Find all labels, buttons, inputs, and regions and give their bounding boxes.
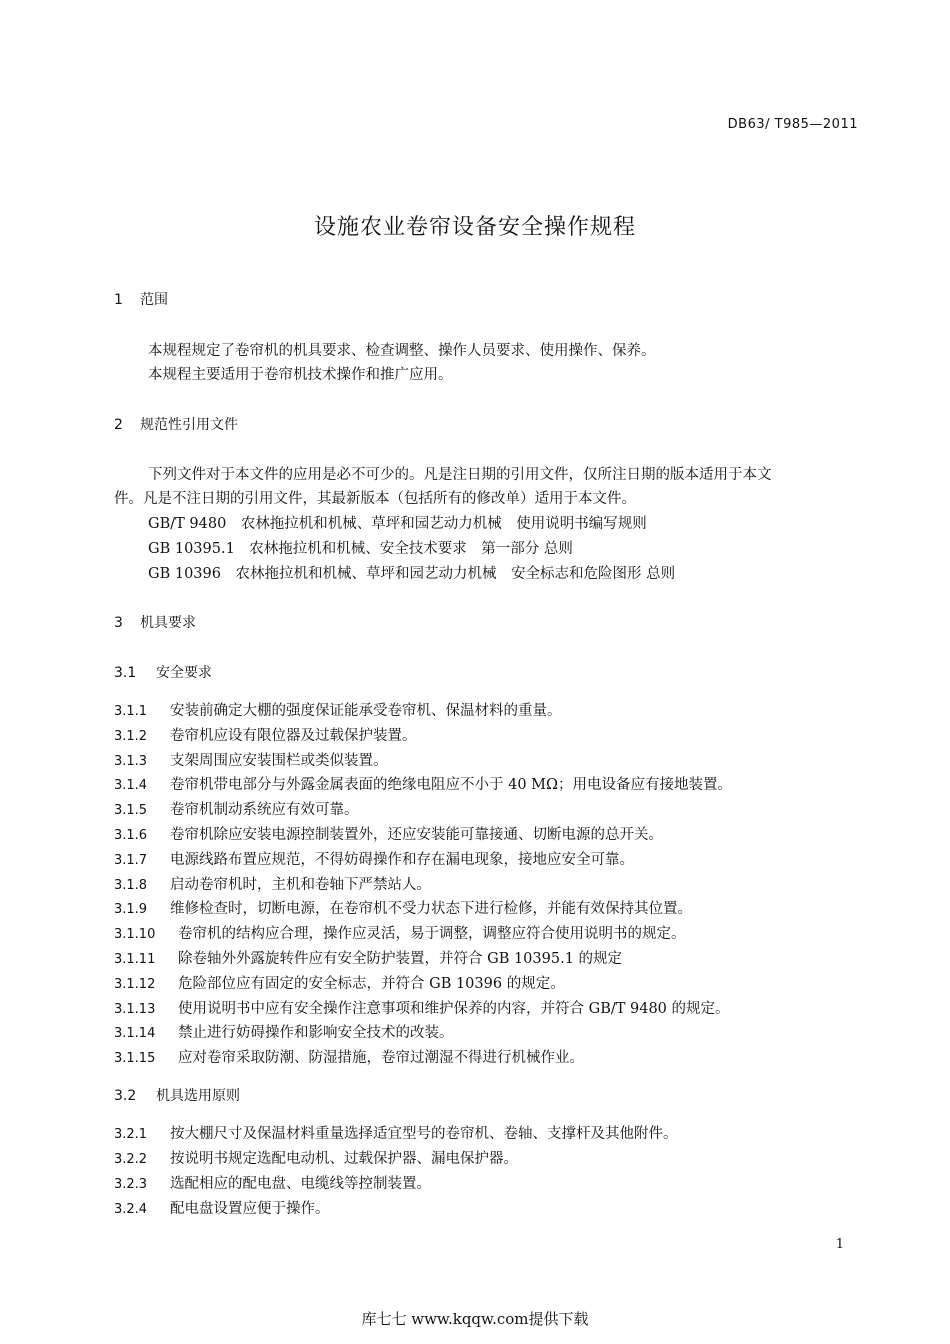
clause-text: 按说明书规定选配电动机、过载保护器、漏电保护器。 <box>170 1151 518 1167</box>
clause-number: 3.2.3 <box>114 1177 148 1192</box>
section-1-heading <box>114 289 168 309</box>
paragraph: 本规程主要适用于卷帘机技术操作和推广应用。 <box>148 367 453 383</box>
clause-number: 3.1.13 <box>114 1001 156 1017</box>
clause-item <box>114 724 417 745</box>
clause-item <box>114 798 359 819</box>
clause-number: 3.1.4 <box>114 778 148 794</box>
section-number: 2 <box>114 417 123 433</box>
clause-number: 3.1.9 <box>114 902 148 918</box>
clause-text: 配电盘设置应便于操作。 <box>170 1201 330 1217</box>
clause-number: 3.1.5 <box>114 803 148 819</box>
clause-item <box>114 922 686 943</box>
clause-text: 卷帘机的结构应合理，操作应灵活，易于调整，调整应符合使用说明书的规定。 <box>178 926 686 943</box>
clause-item <box>114 1021 454 1042</box>
clause-text: 卷帘机带电部分与外露金属表面的绝缘电阻应不小于 40 MΩ；用电设备应有接地装置。 <box>170 777 733 794</box>
section-number: 3 <box>114 615 123 631</box>
clause-number: 3.1.8 <box>114 877 148 893</box>
reference-item: GB 10396 农林拖拉机和机械、草坪和园艺动力机械 安全标志和危险图形 总则 <box>148 566 676 582</box>
clause-number: 3.2.4 <box>114 1202 148 1217</box>
paragraph: 下列文件对于本文件的应用是必不可少的。凡是注日期的引用文件，仅所注日期的版本适用于本文 <box>148 467 772 483</box>
clause-text: 应对卷帘采取防潮、防湿措施，卷帘过潮湿不得进行机械作业。 <box>178 1050 584 1067</box>
clause-item <box>114 1197 330 1218</box>
clause-number: 3.1.10 <box>114 927 156 943</box>
clause-number: 3.1.6 <box>114 828 148 843</box>
clause-number: 3.1.1 <box>114 704 148 719</box>
clause-item <box>114 947 622 968</box>
page-number: 1 <box>835 1237 844 1252</box>
clause-text: 卷帘机应设有限位器及过载保护装置。 <box>170 727 417 744</box>
clause-text: 卷帘机制动系统应有效可靠。 <box>170 802 359 819</box>
clause-text: 危险部位应有固定的安全标志，并符合 GB 10396 的规定。 <box>178 975 565 992</box>
subsection-3-2-heading <box>114 1085 240 1105</box>
clause-text: 电源线路布置应规范，不得妨碍操作和存在漏电现象，接地应安全可靠。 <box>170 851 634 868</box>
clause-number: 3.1.15 <box>114 1051 156 1067</box>
clause-item <box>114 1122 678 1143</box>
clause-item <box>114 972 565 993</box>
subsection-title: 机具选用原则 <box>156 1088 240 1104</box>
clause-text: 选配相应的配电盘、电缆线等控制装置。 <box>170 1176 431 1192</box>
clause-item <box>114 997 730 1018</box>
clause-item <box>114 897 692 918</box>
clause-item <box>114 1172 431 1193</box>
clause-number: 3.2.2 <box>114 1152 148 1167</box>
section-title: 机具要求 <box>140 615 196 631</box>
clause-number: 3.1.12 <box>114 976 156 992</box>
clause-item <box>114 749 388 770</box>
section-title: 规范性引用文件 <box>140 417 238 433</box>
clause-number: 3.1.3 <box>114 753 148 769</box>
clause-item <box>114 773 732 794</box>
clause-text: 安装前确定大棚的强度保证能承受卷帘机、保温材料的重量。 <box>170 703 562 719</box>
section-2-heading <box>114 414 238 434</box>
footer-download-note: 库七七 www.kqqw.com提供下载 <box>361 1310 589 1328</box>
clause-text: 按大棚尺寸及保温材料重量选择适宜型号的卷帘机、卷轴、支撑杆及其他附件。 <box>170 1126 678 1142</box>
clause-text: 启动卷帘机时，主机和卷轴下严禁站人。 <box>170 876 431 893</box>
clause-item <box>114 848 634 869</box>
paragraph: 件。凡是不注日期的引用文件，其最新版本（包括所有的修改单）适用于本文件。 <box>114 491 636 507</box>
clause-item <box>114 873 431 894</box>
clause-item <box>114 1046 584 1067</box>
clause-number: 3.1.2 <box>114 728 148 744</box>
subsection-number: 3.1 <box>114 665 137 681</box>
reference-item: GB/T 9480 农林拖拉机和机械、草坪和园艺动力机械 使用说明书编写规则 <box>148 516 647 532</box>
section-title: 范围 <box>140 292 168 308</box>
clause-text: 使用说明书中应有安全操作注意事项和维护保养的内容，并符合 GB/T 9480 的规定。 <box>178 1000 730 1017</box>
clause-item <box>114 823 663 844</box>
clause-number: 3.1.7 <box>114 852 148 868</box>
clause-number: 3.1.11 <box>114 952 156 967</box>
standard-code: DB63/ T985—2011 <box>727 117 858 132</box>
subsection-title: 安全要求 <box>156 665 212 681</box>
clause-text: 支架周围应安装围栏或类似装置。 <box>170 752 388 769</box>
reference-item: GB 10395.1 农林拖拉机和机械、安全技术要求 第一部分 总则 <box>148 541 573 557</box>
clause-text: 维修检查时，切断电源，在卷帘机不受力状态下进行检修，并能有效保持其位置。 <box>170 901 692 918</box>
clause-text: 禁止进行妨碍操作和影响安全技术的改装。 <box>178 1025 454 1042</box>
clause-text: 除卷轴外外露旋转件应有安全防护装置，并符合 GB 10395.1 的规定 <box>178 951 623 967</box>
document-title: 设施农业卷帘设备安全操作规程 <box>313 215 636 240</box>
clause-text: 卷帘机除应安装电源控制装置外，还应安装能可靠接通、切断电源的总开关。 <box>170 827 663 843</box>
subsection-number: 3.2 <box>114 1088 137 1104</box>
section-number: 1 <box>114 292 123 308</box>
paragraph: 本规程规定了卷帘机的机具要求、检查调整、操作人员要求、使用操作、保养。 <box>148 343 656 359</box>
subsection-3-1-heading <box>114 662 212 682</box>
clause-item <box>114 699 562 720</box>
section-3-heading <box>114 612 196 632</box>
clause-number: 3.2.1 <box>114 1127 148 1142</box>
clause-item <box>114 1147 518 1168</box>
clause-number: 3.1.14 <box>114 1026 156 1042</box>
